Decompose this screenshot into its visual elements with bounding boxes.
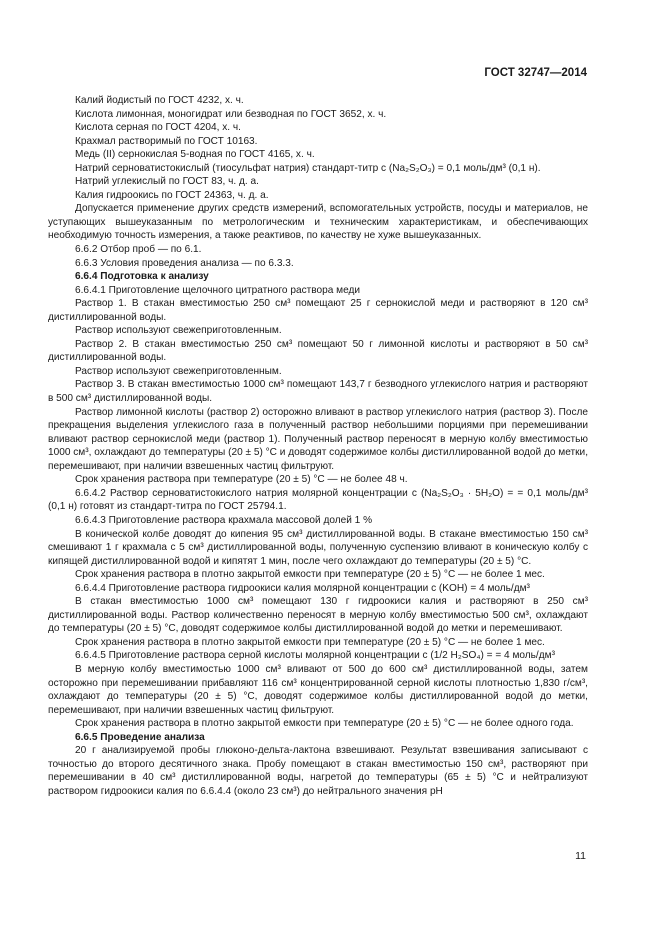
paragraph: 6.6.4.2 Раствор серноватистокислого натрия молярной концентрации с (Na₂S₂O₃ · 5H₂O) = = 0,1 моль/дм³ (0,1 н) готовят из стандарт-титра по ГОСТ 25794.1. (48, 487, 588, 513)
paragraph: Раствор используют свежеприготовленным. (75, 365, 282, 377)
paragraph: В мерную колбу вместимостью 1000 см³ вливают от 500 до 600 см³ дистиллированной воды, затем осторожно при перемешивании прибавляют 116 см³ концентрированной серной кислоты плотностью 1,830 г/см³, охлаждают до температуры (20 ± 5) °С, доводят содержимое колбы дистиллированной водой до метки, перемешивают, при наличии взвешенных частиц фильтруют. (48, 663, 588, 716)
paragraph: Срок хранения раствора в плотно закрытой емкости при температуре (20 ± 5) °С — не более 1 мес. (75, 569, 545, 581)
paragraph: В конической колбе доводят до кипения 95 см³ дистиллированной воды. В стакане вместимостью 150 см³ смешивают 1 г крахмала с 5 см³ дистиллированной воды, полученную суспензию вливают в коническую колбу с кипящей дистиллированной водой и кипятят 1 мин, после чего охлаждают до температуры (20 ± 5) °С. (48, 528, 588, 567)
paragraph: Допускается применение других средств измерений, вспомогательных устройств, посуды и материалов, не уступающих вышеуказанным по метрологическим и техническим характеристикам, и обеспечивающих необходимую точность измерения, а также реактивов, по качеству не хуже вышеуказанных. (48, 203, 588, 242)
paragraph: В стакан вместимостью 1000 см³ помещают 130 г гидроокиси калия и растворяют в 250 см³ дистиллированной воды. Раствор количественно переносят в мерную колбу вместимостью 500 см³, охлаждают до температуры (20 ± 5) °С, доводят содержимое колбы дистиллированной водой до метки и перемешивают. (48, 596, 588, 635)
paragraph: Срок хранения раствора в плотно закрытой емкости при температуре (20 ± 5) °С — не более одного года. (75, 718, 574, 730)
paragraph: Срок хранения раствора при температуре (20 ± 5) °С — не более 48 ч. (75, 474, 408, 486)
document-code-header: ГОСТ 32747—2014 (484, 67, 587, 79)
paragraph: 6.6.4.4 Приготовление раствора гидроокиси калия молярной концентрации с (KОН) = 4 моль/дм³ (75, 582, 530, 594)
paragraph: 20 г анализируемой пробы глюконо-дельта-лактона взвешивают. Результат взвешивания записывают с точностью до второго десятичного знака. Пробу помещают в стакан вместимостью 150 см³, растворяют при перемешивании в 40 см³ дистиллированной воды, нагретой до температуры (65 ± 5) °С и нейтрализуют раствором гидроокиси калия по 6.6.4.4 (около 23 см³) до нейтрального значения рН (48, 745, 588, 797)
paragraph: Срок хранения раствора в плотно закрытой емкости при температуре (20 ± 5) °С — не более 1 мес. (75, 636, 545, 648)
paragraph: 6.6.2 Отбор проб — по 6.1. (75, 244, 202, 256)
section-heading: 6.6.4 Подготовка к анализу (75, 271, 209, 283)
paragraph: Натрий серноватистокислый (тиосульфат натрия) стандарт-титр с (Na₂S₂O₃) = 0,1 моль/дм³ (0,1 н). (75, 162, 541, 174)
page-number: 11 (575, 850, 586, 862)
document-body (48, 94, 588, 798)
paragraph: Медь (II) сернокислая 5-водная по ГОСТ 4165, х. ч. (75, 149, 315, 161)
paragraph: Калий йодистый по ГОСТ 4232, х. ч. (75, 95, 244, 106)
paragraph: Кислота лимонная, моногидрат или безводная по ГОСТ 3652, х. ч. (75, 108, 387, 120)
paragraph: 6.6.4.1 Приготовление щелочного цитратного раствора меди (75, 284, 360, 296)
paragraph: Калия гидроокись по ГОСТ 24363, ч. д. а. (75, 189, 269, 201)
paragraph: 6.6.4.5 Приготовление раствора серной кислоты молярной концентрации с (1/2 H₂SO₄) = = 4 моль/дм³ (75, 650, 555, 662)
paragraph: Раствор 3. В стакан вместимостью 1000 см³ помещают 143,7 г безводного углекислого натрия и растворяют в 500 см³ дистиллированной воды. (48, 379, 588, 405)
paragraph: Раствор используют свежеприготовленным. (75, 325, 282, 337)
paragraph: Раствор лимонной кислоты (раствор 2) осторожно вливают в раствор углекислого натрия (раствор 3). После прекращения выделения углекислого газа в полученный раствор небольшими порциями при перемешивании вливают раствор сернокислой меди (раствор 1). Полученный раствор переносят в мерную колбу вместимостью 1000 см³, охлаждают до температуры (20 ± 5) °С и доводят содержимое колбы дистиллированной водой до метки, перемешивают, при наличии взвешенных частиц фильтруют. (48, 406, 588, 472)
paragraph: Натрий углекислый по ГОСТ 83, ч. д. а. (75, 176, 259, 188)
paragraph: 6.6.3 Условия проведения анализа — по 6.3.3. (75, 257, 294, 269)
paragraph: 6.6.4.3 Приготовление раствора крахмала массовой долей 1 % (75, 514, 373, 526)
paragraph: Крахмал растворимый по ГОСТ 10163. (75, 135, 258, 147)
paragraph: Кислота серная по ГОСТ 4204, х. ч. (75, 122, 241, 134)
paragraph: Раствор 1. В стакан вместимостью 250 см³ помещают 25 г сернокислой меди и растворяют в 120 см³ дистиллированной воды. (48, 298, 588, 323)
section-heading: 6.6.5 Проведение анализа (75, 731, 205, 743)
paragraph: Раствор 2. В стакан вместимостью 250 см³ помещают 50 г лимонной кислоты и растворяют в 50 см³ дистиллированной воды. (48, 338, 588, 364)
